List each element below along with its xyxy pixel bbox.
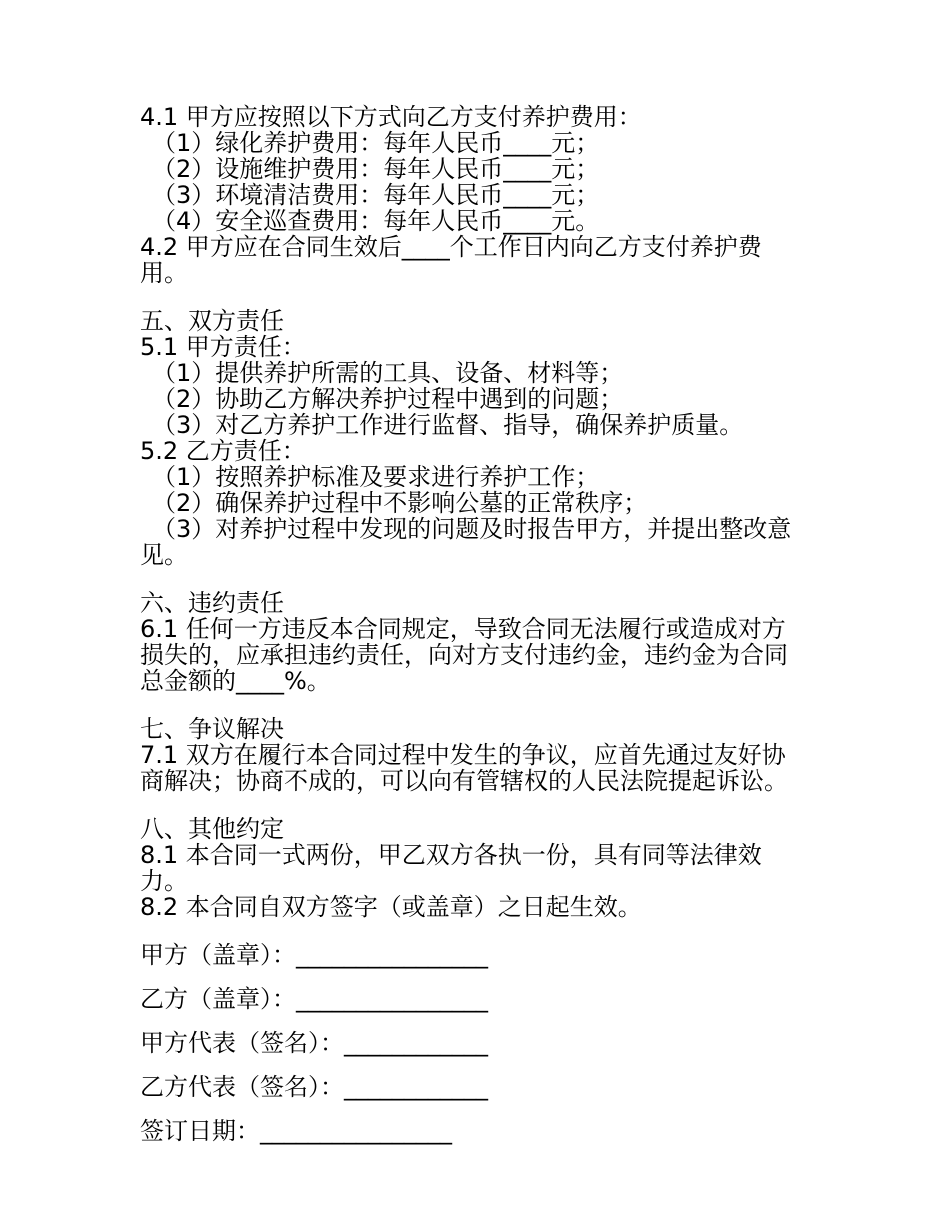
clause-4-2-continued: 用。 — [140, 259, 188, 287]
clause-4-1-item-1: （1）绿化养护费用：每年人民币____元； — [152, 129, 600, 157]
section-5 — [140, 308, 820, 568]
clause-8-2: 8.2 本合同自双方签字（或盖章）之日起生效。 — [140, 893, 642, 921]
clause-5-1: 5.1 甲方责任： — [140, 333, 306, 361]
clause-7-1-continued: 商解决；协商不成的，可以向有管辖权的人民法院提起诉讼。 — [140, 767, 788, 795]
clause-5-2: 5.2 乙方责任： — [140, 437, 306, 465]
signing-date-line: 签订日期：________________ — [140, 1117, 452, 1145]
clause-4-1-item-2: （2）设施维护费用：每年人民币____元； — [152, 155, 600, 183]
contract-page — [140, 104, 820, 1160]
clause-5-2-item-3-continued: 见。 — [140, 541, 188, 569]
section-8 — [140, 816, 820, 920]
clause-8-1-continued: 力。 — [140, 867, 188, 895]
party-a-seal-line: 甲方（盖章）：________________ — [140, 941, 488, 969]
section-heading: 七、争议解决 — [140, 715, 284, 743]
clause-4-1-item-4: （4）安全巡查费用：每年人民币____元。 — [152, 207, 600, 235]
party-a-rep-signature-line: 甲方代表（签名）：____________ — [140, 1029, 488, 1057]
clause-6-1-continued: 损失的，应承担违约责任，向对方支付违约金，违约金为合同 — [140, 641, 788, 669]
party-b-seal-line: 乙方（盖章）：________________ — [140, 985, 488, 1013]
clause-5-1-item-2: （2）协助乙方解决养护过程中遇到的问题； — [152, 385, 624, 413]
clause-5-2-item-2: （2）确保养护过程中不影响公墓的正常秩序； — [152, 489, 648, 517]
clause-4-1: 4.1 甲方应按照以下方式向乙方支付养护费用： — [140, 103, 642, 131]
clause-4-1-item-3: （3）环境清洁费用：每年人民币____元； — [152, 181, 600, 209]
section-4 — [140, 104, 820, 286]
clause-5-1-item-3: （3）对乙方养护工作进行监督、指导，确保养护质量。 — [152, 411, 744, 439]
clause-6-1: 6.1 任何一方违反本合同规定，导致合同无法履行或造成对方 — [140, 615, 786, 643]
clause-5-1-item-1: （1）提供养护所需的工具、设备、材料等； — [152, 359, 624, 387]
clause-5-2-item-3: （3）对养护过程中发现的问题及时报告甲方，并提出整改意 — [152, 515, 792, 543]
section-7 — [140, 716, 820, 794]
section-6 — [140, 590, 820, 694]
clause-6-1-continued: 总金额的____%。 — [140, 667, 331, 695]
section-heading: 六、违约责任 — [140, 589, 284, 617]
clause-7-1: 7.1 双方在履行本合同过程中发生的争议，应首先通过友好协 — [140, 741, 786, 769]
section-heading: 八、其他约定 — [140, 815, 284, 843]
signature-block — [140, 940, 820, 1146]
clause-4-2: 4.2 甲方应在合同生效后____个工作日内向乙方支付养护费 — [140, 233, 762, 261]
section-heading: 五、双方责任 — [140, 307, 284, 335]
clause-8-1: 8.1 本合同一式两份，甲乙双方各执一份，具有同等法律效 — [140, 841, 762, 869]
party-b-rep-signature-line: 乙方代表（签名）：____________ — [140, 1073, 488, 1101]
clause-5-2-item-1: （1）按照养护标准及要求进行养护工作； — [152, 463, 600, 491]
